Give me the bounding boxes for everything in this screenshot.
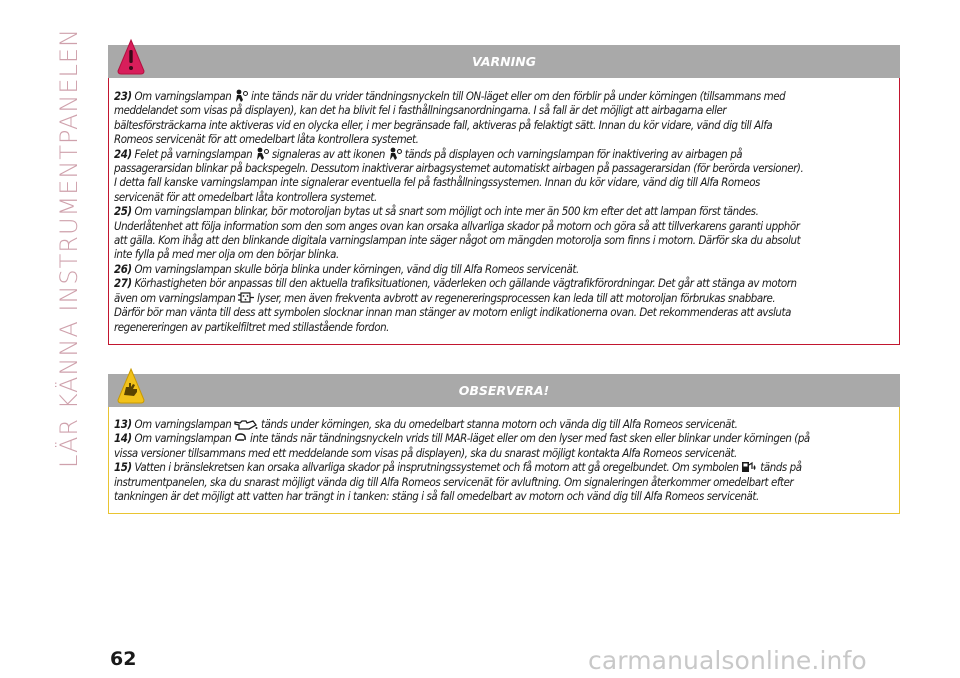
chapter-title [52,28,86,658]
text-run: tänds på displayen och varningslampan för inaktivering av airbagen på [404,146,743,161]
note-number: 26) [114,261,132,276]
notice-box [108,374,900,514]
text-line: servicenät för att omedelbart låta kontrollera systemet. [114,189,377,204]
page-number: 62 [110,648,137,670]
text-line: meddelandet som visas på displayen), kan det ha blivit fel i fasthållningsanordningarna. I så fall är det möjligt att airbagarna eller [114,103,727,118]
oil-can-icon [234,418,258,430]
airbag-icon [234,89,248,102]
warning-box [108,45,900,345]
glow-plug-icon [234,432,247,444]
text-run: Om varningslampan skulle börja blinka under körningen, vänd dig till Alfa Romeos servicenät. [134,261,579,276]
text-line [114,204,894,218]
text-line: I detta fall kanske varningslampan inte signalerar eventuella fel på fasthållningssystemen. Innan du kör vidare, vänd dig till Alfa Romeos [114,175,760,190]
note-number: 25) [114,204,132,219]
text-run: Om varningslampan blinkar, bör motoroljan bytas ut så snart som möjligt och inte mer än 500 km efter det att lampan först tändes. [134,204,759,219]
text-line [114,460,894,474]
note-number: 27) [114,276,132,291]
text-run: inte tänds när du vrider tändningsnyckeln till ON-läget eller om den förblir på under körningen (tillsammans med [251,89,786,103]
text-line [114,89,894,103]
hand-caution-icon [116,367,146,405]
text-line: vissa versioner tillsammans med ett meddelande som visas på displayen), ska du snarast möjligt kontakta Alfa Romeos servicenät. [114,445,737,460]
text-line: passagerarsidan blinkar på backspegeln. Dessutom inaktiverar airbagsystemet automatiskt airbagen på passagerarsidan (för berörda versioner). [114,161,804,176]
text-line [114,276,894,290]
text-line: instrumentpanelen, ska du snarast möjligt vända dig till Alfa Romeos servicenät för avluftning. Om signaleringen återkommer omedelbart efter [114,474,794,489]
text-run: Körhastigheten bör anpassas till den aktuella trafiksituationen, väderleken och gällande vägtrafikförordningar. Det går att stänga av motorn [134,276,797,291]
text-line: tankningen är det möjligt att vatten har trängt in i tanken: stäng i så fall omedelbart av motorn och vänd dig till Alfa Romeos servicenät. [114,489,759,504]
text-line: Därför bör man vänta till dess att symbolen slocknar innan man stänger av motorn enligt indikationerna ovan. Det rekommenderas att avsluta [114,305,791,320]
text-run: signaleras av att ikonen [271,146,385,161]
warning-title: VARNING [472,54,536,69]
note-number: 14) [114,431,132,446]
note-number: 24) [114,146,132,161]
text-line: att gälla. Kom ihåg att den blinkande digitala varningslampan inte säger något om mängden motorolja som finns i motorn. Därför ska du absolut [114,233,801,248]
notice-header [108,374,900,407]
text-run: tänds på [760,460,802,475]
text-line: inte fylla på med mer olja om den börjar blinka. [114,247,339,262]
text-run: tänds under körningen, ska du omedelbart stanna motorn och vända dig till Alfa Romeos servicenät. [261,417,738,431]
text-run: Vatten i bränslekretsen kan orsaka allvarliga skador på insprutningssystemet och få motorn att gå oregelbundet. Om symbolen [134,460,739,475]
note-number: 15) [114,460,132,475]
notice-title: OBSERVERA! [458,383,550,398]
text-line: regenereringen av partikelfiltret med stillastående fordon. [114,319,389,334]
text-line [114,431,894,445]
text-run: Om varningslampan [134,431,232,446]
text-run: även om varningslampan [114,290,236,305]
text-line: Underlåtenhet att följa information som den som anges ovan kan orsaka allvarliga skador på motorn och göra så att tillverkarens garanti upphör [114,218,800,233]
note-number: 23) [114,89,132,103]
text-line [114,147,894,161]
watermark: carmanualsonline.info [588,646,867,675]
airbag-icon [388,147,402,160]
text-line [114,417,894,431]
notice-body [108,407,900,514]
text-run: Om varningslampan [134,89,232,103]
text-line: Romeos servicenät för att omedelbart låta kontrollera systemet. [114,132,419,147]
water-in-fuel-icon [741,460,757,473]
note-number: 13) [114,417,132,431]
airbag-icon [255,147,269,160]
warning-header [108,45,900,78]
text-line: bältesförsträckarna inte aktiveras vid en olycka eller, i mer begränsade fall, aktiveras på felaktigt sätt. Innan du kör vidare, vänd dig till Alfa [114,117,773,132]
text-run: inte tänds när tändningsnyckeln vrids till MAR-läget eller om den lyser med fast sken eller blinkar under körningen (på [250,431,810,446]
text-run: Felet på varningslampan [134,146,253,161]
text-run: Om varningslampan [134,417,232,431]
chapter-title-text: LÄR KÄNNA INSTRUMENTPANELEN [55,28,83,468]
warning-body [108,78,900,345]
text-line [114,262,894,276]
text-line [114,291,894,305]
exclamation-triangle-icon [116,38,146,76]
text-run: lyser, men även frekventa avbrott av regenereringsprocessen kan leda till att motoroljan förbrukas snabbare. [256,290,776,305]
dpf-icon [238,291,254,304]
